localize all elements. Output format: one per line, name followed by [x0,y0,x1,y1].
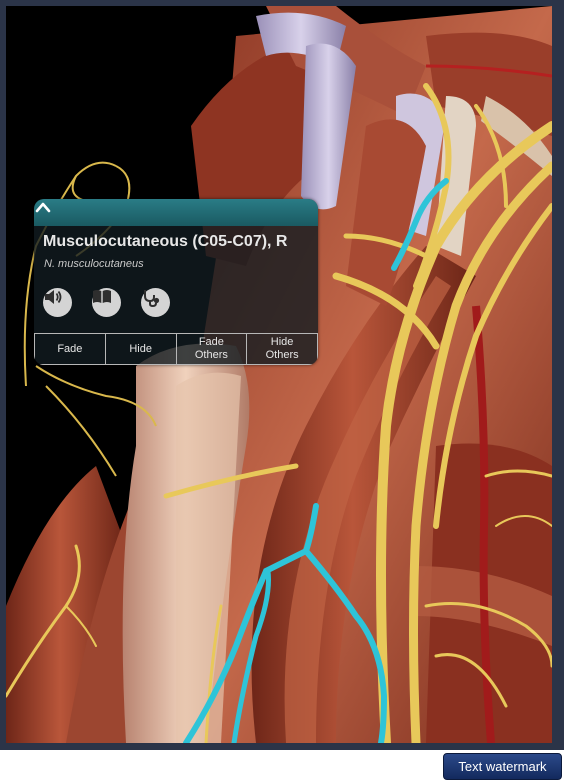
panel-header [34,199,318,226]
fade-others-button[interactable]: Fade Others [176,333,248,365]
structure-name: Musculocutaneous (C05-C07), R [43,233,288,250]
visibility-actions [34,333,318,365]
book-icon [92,288,112,304]
definition-button[interactable] [92,288,121,317]
text-watermark: Text watermark [443,753,562,780]
stethoscope-icon [141,288,161,308]
audio-button[interactable] [43,288,72,317]
hide-button[interactable]: Hide [105,333,177,365]
anatomy-scene [6,6,552,743]
fade-button[interactable]: Fade [34,333,106,365]
structure-info-panel [34,199,318,365]
collapse-icon[interactable] [34,199,52,217]
hide-others-button[interactable]: Hide Others [246,333,318,365]
audio-icon [43,288,63,306]
clinical-button[interactable] [141,288,170,317]
anatomy-3d-viewport[interactable] [6,6,552,743]
latin-name: N. musculocutaneus [44,258,144,270]
